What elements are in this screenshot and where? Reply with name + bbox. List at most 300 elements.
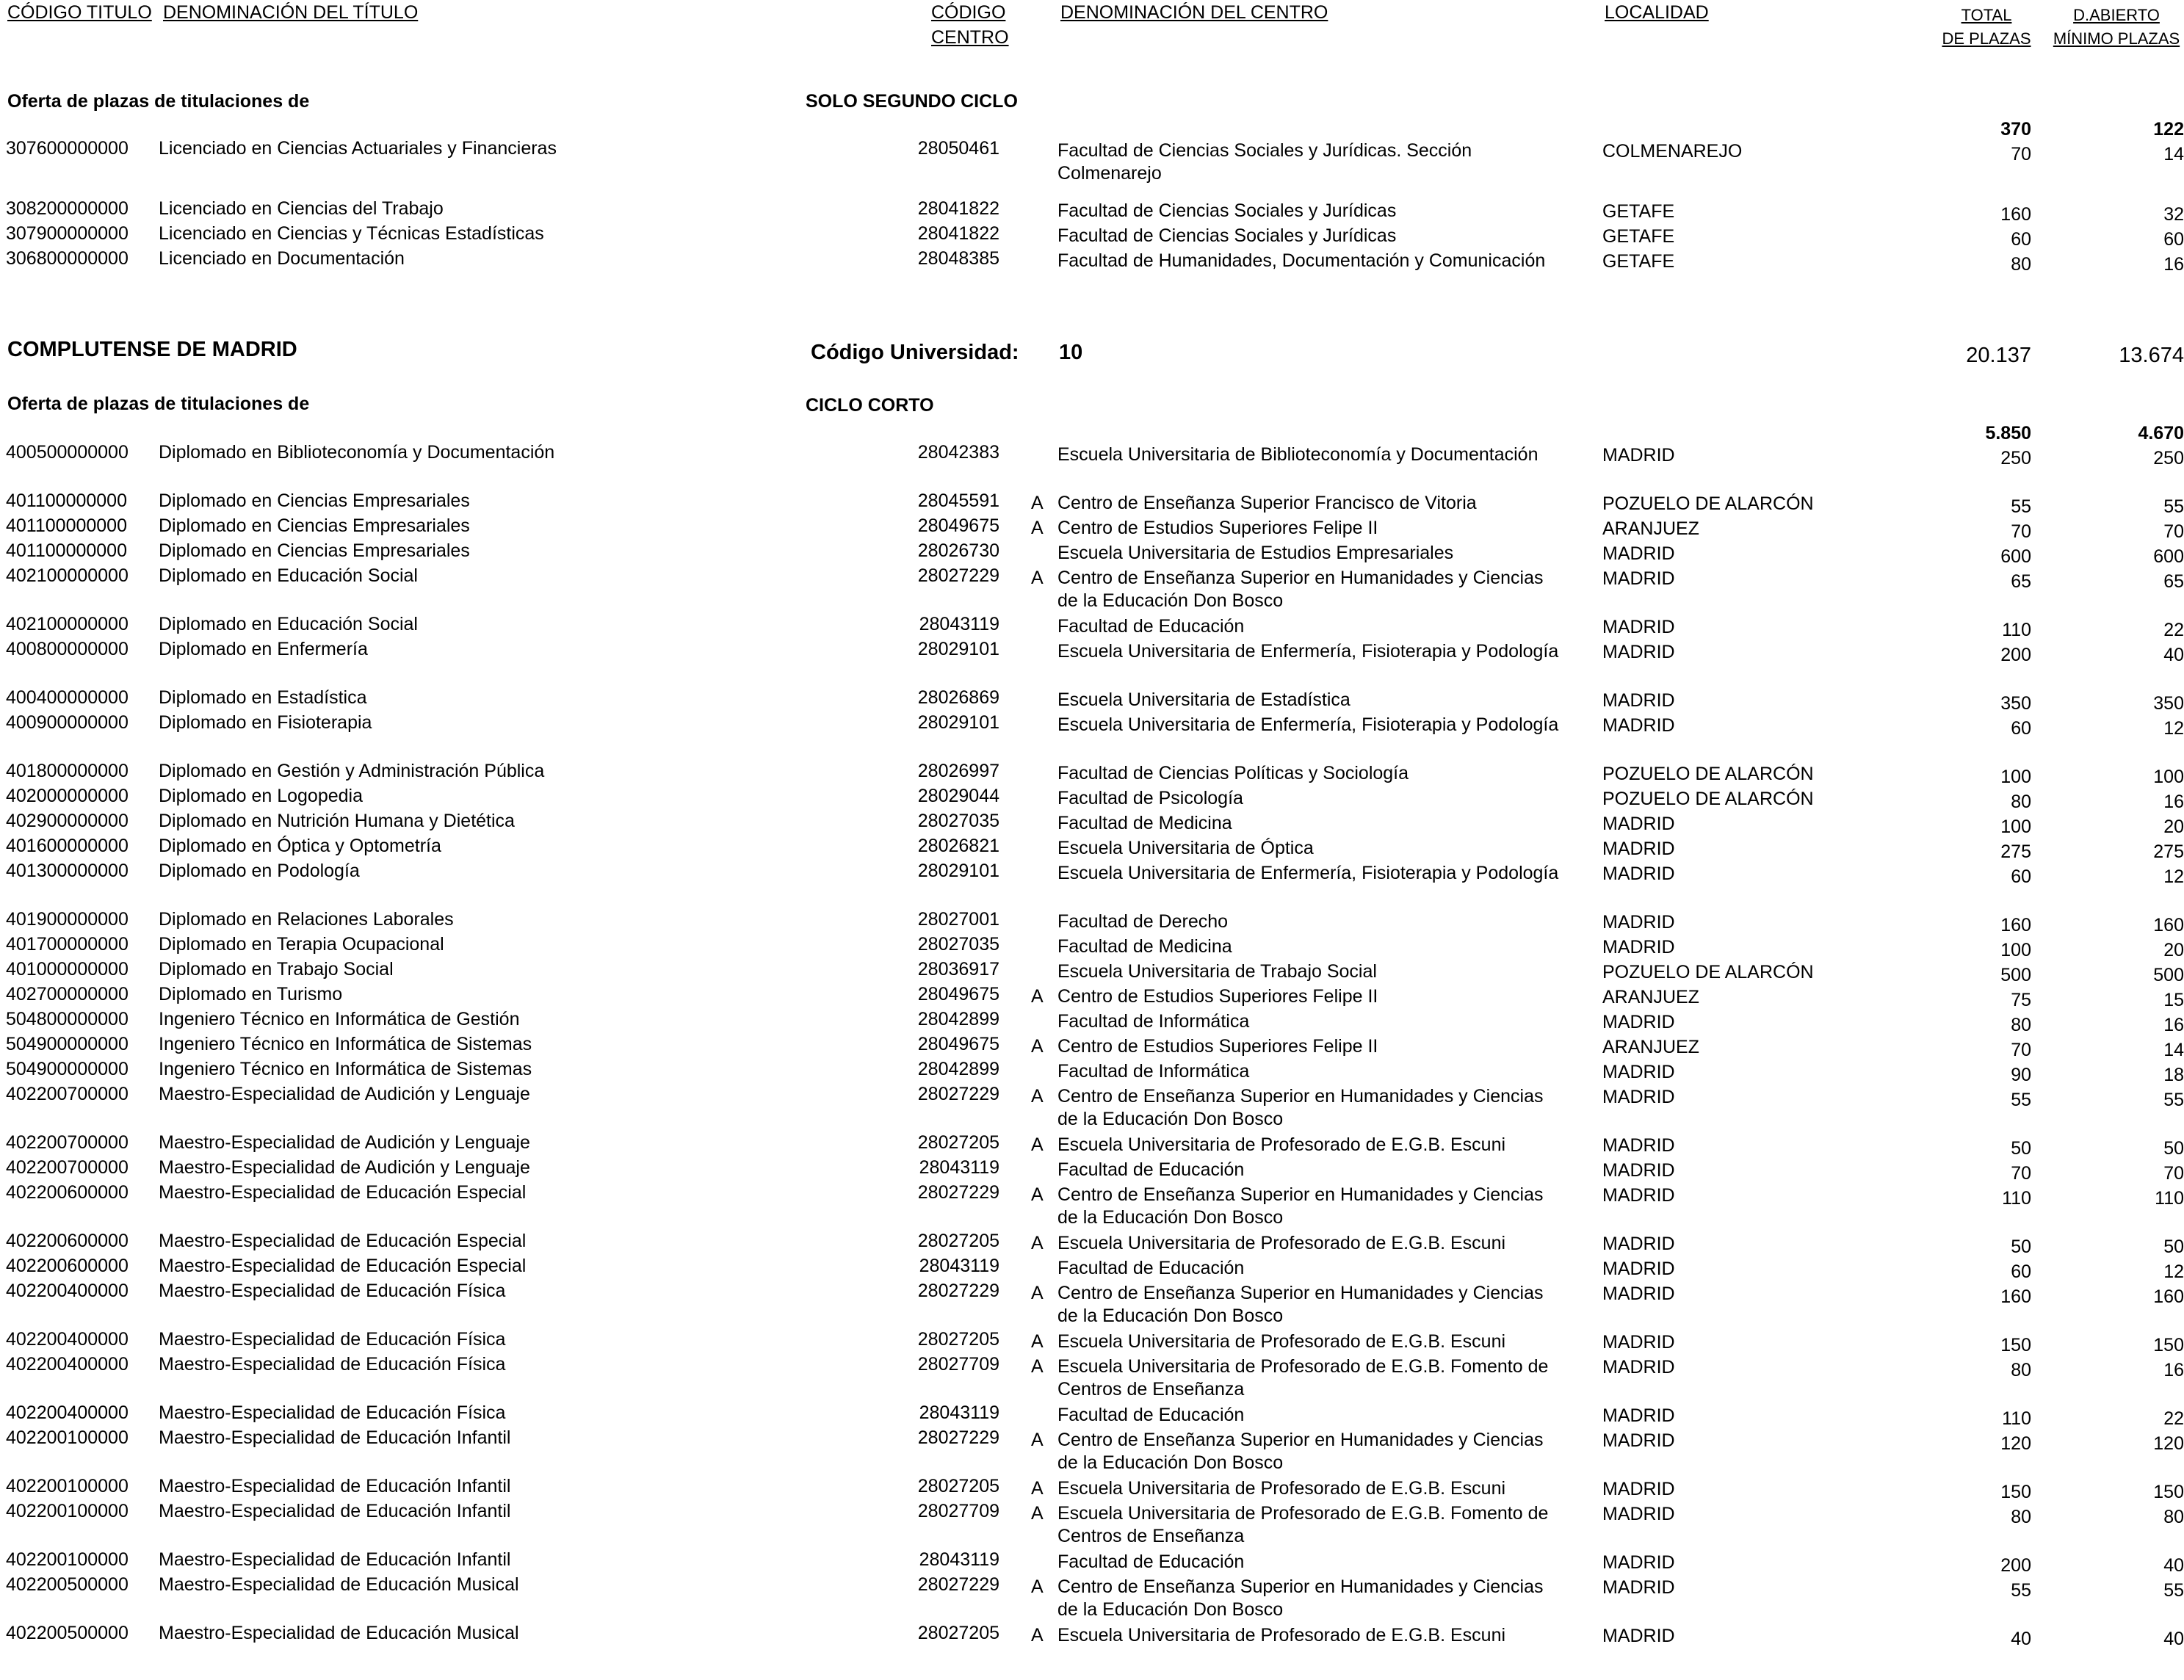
total-plazas: 100 (2000, 940, 2031, 960)
dabierto-minimo-plazas: 20 (2163, 940, 2184, 960)
total-plazas: 80 (2011, 1360, 2031, 1380)
denominacion-centro: Facultad de Medicina (1057, 936, 1232, 957)
codigo-titulo: 402200400000 (6, 1281, 129, 1301)
centro-flag: A (1031, 1134, 1044, 1155)
denominacion-titulo: Diplomado en Enfermería (159, 639, 368, 659)
codigo-centro: 28027229 (917, 1084, 999, 1104)
dabierto-minimo-plazas: 50 (2163, 1237, 2184, 1257)
codigo-titulo: 402200700000 (6, 1132, 129, 1153)
header-dabierto-2: MÍNIMO PLAZAS (2053, 29, 2180, 48)
codigo-titulo: 306800000000 (6, 248, 129, 269)
total-plazas: 160 (2000, 1286, 2031, 1307)
dabierto-minimo-plazas: 40 (2163, 1555, 2184, 1576)
codigo-titulo: 400800000000 (6, 639, 129, 659)
centro-flag: A (1031, 1331, 1044, 1352)
total-plazas: 65 (2011, 571, 2031, 592)
codigo-titulo: 400500000000 (6, 442, 129, 463)
localidad: POZUELO DE ALARCÓN (1602, 493, 1814, 514)
total-plazas: 200 (2000, 645, 2031, 665)
denominacion-centro: Facultad de Derecho (1057, 911, 1229, 932)
localidad: MADRID (1602, 1062, 1675, 1082)
denominacion-centro: Escuela Universitaria de Profesorado de E.G.B. Escuni (1057, 1331, 1506, 1352)
denominacion-centro: Escuela Universitaria de Enfermería, Fisioterapia y Podología (1057, 863, 1559, 883)
total-plazas: 120 (2000, 1433, 2031, 1454)
dabierto-minimo-plazas: 20 (2163, 817, 2184, 837)
dabierto-minimo-plazas: 16 (2163, 254, 2184, 275)
codigo-centro: 28042899 (917, 1009, 999, 1029)
total-plazas: 80 (2011, 1015, 2031, 1035)
denominacion-titulo: Diplomado en Terapia Ocupacional (159, 934, 444, 955)
total-plazas: 70 (2011, 144, 2031, 164)
denominacion-centro: Facultad de Ciencias Políticas y Sociología (1057, 763, 1409, 783)
denominacion-titulo: Ingeniero Técnico en Informática de Sistemas (159, 1034, 532, 1054)
dabierto-minimo-plazas: 12 (2163, 866, 2184, 887)
dabierto-minimo-plazas: 16 (2163, 1015, 2184, 1035)
codigo-titulo: 402000000000 (6, 786, 129, 806)
total-plazas: 150 (2000, 1335, 2031, 1355)
denominacion-centro: Escuela Universitaria de Profesorado de E.G.B. Fomento de (1057, 1356, 1549, 1377)
denominacion-centro: Escuela Universitaria de Biblioteconomía y Documentación (1057, 444, 1538, 465)
centro-flag: A (1031, 1184, 1044, 1205)
total-plazas: 70 (2011, 521, 2031, 542)
total-plazas: 275 (2000, 841, 2031, 862)
total-plazas: 80 (2011, 792, 2031, 812)
total-plazas: 60 (2011, 718, 2031, 739)
total-plazas: 600 (2000, 546, 2031, 567)
codigo-titulo: 402200600000 (6, 1256, 129, 1276)
codigo-titulo: 402700000000 (6, 984, 129, 1004)
codigo-titulo: 402200600000 (6, 1182, 129, 1203)
university-total: 20.137 (1966, 344, 2031, 367)
denominacion-titulo: Maestro-Especialidad de Educación Física (159, 1281, 506, 1301)
total-plazas: 200 (2000, 1555, 2031, 1576)
denominacion-centro: Escuela Universitaria de Óptica (1057, 838, 1314, 858)
localidad: MADRID (1602, 543, 1675, 564)
codigo-titulo: 308200000000 (6, 198, 129, 219)
codigo-titulo: 402200400000 (6, 1354, 129, 1375)
dabierto-minimo-plazas: 32 (2163, 204, 2184, 225)
denominacion-centro: Escuela Universitaria de Estadística (1057, 689, 1350, 710)
denominacion-centro: Facultad de Ciencias Sociales y Jurídicas (1057, 200, 1397, 221)
total-plazas: 60 (2011, 229, 2031, 250)
header-codigo-centro-1: CÓDIGO (931, 2, 1006, 23)
denominacion-centro: Centro de Enseñanza Superior en Humanidades y Ciencias (1057, 568, 1544, 588)
dabierto-minimo-plazas: 120 (2153, 1433, 2184, 1454)
denominacion-centro: Centro de Estudios Superiores Felipe II (1057, 986, 1378, 1007)
denominacion-titulo: Maestro-Especialidad de Educación Infantil (159, 1476, 511, 1496)
codigo-centro: 28027035 (917, 811, 999, 831)
localidad: MADRID (1602, 1185, 1675, 1206)
total-plazas: 40 (2011, 1629, 2031, 1649)
localidad: MADRID (1602, 1577, 1675, 1598)
denominacion-titulo: Diplomado en Óptica y Optometría (159, 836, 441, 856)
dabierto-minimo-plazas: 40 (2163, 645, 2184, 665)
denominacion-centro: Facultad de Medicina (1057, 813, 1232, 833)
dabierto-minimo-plazas: 60 (2163, 229, 2184, 250)
codigo-centro: 28027001 (917, 909, 999, 930)
denominacion-centro: Facultad de Educación (1057, 616, 1245, 637)
centro-flag: A (1031, 1086, 1044, 1107)
total-plazas: 80 (2011, 1507, 2031, 1527)
denominacion-titulo: Diplomado en Logopedia (159, 786, 363, 806)
denominacion-centro: Centro de Enseñanza Superior en Humanidades y Ciencias (1057, 1184, 1544, 1205)
localidad: MADRID (1602, 863, 1675, 884)
codigo-centro: 28042383 (917, 442, 999, 463)
localidad: MADRID (1602, 1087, 1675, 1107)
denominacion-titulo: Licenciado en Documentación (159, 248, 405, 269)
header-total-2: DE PLAZAS (1942, 29, 2031, 48)
total-plazas: 60 (2011, 1261, 2031, 1282)
section2-oferta-label: Oferta de plazas de titulaciones de (7, 394, 310, 414)
codigo-centro: 28027205 (917, 1329, 999, 1350)
denominacion-centro: Facultad de Informática (1057, 1011, 1250, 1032)
total-plazas: 150 (2000, 1482, 2031, 1502)
denominacion-centro: Escuela Universitaria de Profesorado de E.G.B. Fomento de (1057, 1503, 1549, 1524)
localidad: MADRID (1602, 1259, 1675, 1279)
dabierto-minimo-plazas: 150 (2153, 1335, 2184, 1355)
centro-flag: A (1031, 1576, 1044, 1597)
codigo-centro: 28027205 (917, 1132, 999, 1153)
denominacion-centro: Centro de Enseñanza Superior en Humanidades y Ciencias (1057, 1576, 1544, 1597)
localidad: ARANJUEZ (1602, 1037, 1699, 1057)
localidad: COLMENAREJO (1602, 141, 1743, 162)
codigo-centro: 28043119 (919, 1256, 999, 1276)
codigo-centro: 28036917 (917, 959, 999, 980)
codigo-titulo: 400400000000 (6, 687, 129, 708)
dabierto-minimo-plazas: 70 (2163, 1163, 2184, 1184)
denominacion-centro: Facultad de Educación (1057, 1405, 1245, 1425)
codigo-centro: 28027035 (917, 934, 999, 955)
dabierto-minimo-plazas: 100 (2153, 767, 2184, 787)
centro-flag: A (1031, 1503, 1044, 1524)
codigo-titulo: 402200600000 (6, 1231, 129, 1251)
codigo-titulo: 504900000000 (6, 1059, 129, 1079)
total-plazas: 50 (2011, 1237, 2031, 1257)
denominacion-titulo: Maestro-Especialidad de Audición y Lenguaje (159, 1132, 530, 1153)
dabierto-minimo-plazas: 70 (2163, 521, 2184, 542)
localidad: MADRID (1602, 1332, 1675, 1353)
denominacion-titulo: Maestro-Especialidad de Audición y Lenguaje (159, 1157, 530, 1178)
codigo-centro: 28029101 (917, 712, 999, 733)
codigo-titulo: 402200700000 (6, 1157, 129, 1178)
denominacion-titulo: Maestro-Especialidad de Audición y Lenguaje (159, 1084, 530, 1104)
denominacion-titulo: Ingeniero Técnico en Informática de Gestión (159, 1009, 520, 1029)
codigo-titulo: 402200400000 (6, 1402, 129, 1423)
codigo-centro: 28049675 (917, 1034, 999, 1054)
denominacion-titulo: Diplomado en Biblioteconomía y Documentación (159, 442, 555, 463)
denominacion-titulo: Diplomado en Ciencias Empresariales (159, 490, 470, 511)
total-plazas: 70 (2011, 1163, 2031, 1184)
total-plazas: 50 (2011, 1138, 2031, 1159)
localidad: MADRID (1602, 1504, 1675, 1524)
university-code-label: Código Universidad: (811, 341, 1019, 364)
localidad: MADRID (1602, 568, 1675, 589)
codigo-titulo: 402200100000 (6, 1476, 129, 1496)
denominacion-titulo: Diplomado en Nutrición Humana y Dietética (159, 811, 515, 831)
codigo-titulo: 504900000000 (6, 1034, 129, 1054)
localidad: MADRID (1602, 1405, 1675, 1426)
codigo-titulo: 402200500000 (6, 1574, 129, 1595)
denominacion-titulo: Diplomado en Trabajo Social (159, 959, 394, 980)
codigo-centro: 28027229 (917, 1427, 999, 1448)
total-plazas: 70 (2011, 1040, 2031, 1060)
denominacion-titulo: Maestro-Especialidad de Educación Física (159, 1354, 506, 1375)
dabierto-minimo-plazas: 12 (2163, 718, 2184, 739)
codigo-centro: 28048385 (917, 248, 999, 269)
denominacion-centro: Escuela Universitaria de Profesorado de E.G.B. Escuni (1057, 1233, 1506, 1253)
dabierto-minimo-plazas: 55 (2163, 1090, 2184, 1110)
university-code: 10 (1059, 341, 1083, 364)
localidad: POZUELO DE ALARCÓN (1602, 962, 1814, 982)
dabierto-minimo-plazas: 350 (2153, 693, 2184, 714)
codigo-centro: 28026730 (917, 540, 999, 561)
codigo-centro: 28043119 (919, 1402, 999, 1423)
dabierto-minimo-plazas: 110 (2155, 1188, 2184, 1209)
codigo-centro: 28027229 (917, 565, 999, 586)
section1-oferta-label: Oferta de plazas de titulaciones de (7, 91, 310, 112)
total-plazas: 100 (2000, 817, 2031, 837)
codigo-titulo: 402200400000 (6, 1329, 129, 1350)
total-plazas: 55 (2011, 496, 2031, 517)
codigo-centro: 28029101 (917, 639, 999, 659)
denominacion-titulo: Diplomado en Ciencias Empresariales (159, 515, 470, 536)
localidad: ARANJUEZ (1602, 987, 1699, 1007)
header-denominacion-titulo: DENOMINACIÓN DEL TÍTULO (163, 2, 419, 23)
centro-flag: A (1031, 1233, 1044, 1253)
codigo-centro: 28045591 (917, 490, 999, 511)
centro-flag: A (1031, 1430, 1044, 1450)
denominacion-centro: de la Educación Don Bosco (1057, 1452, 1284, 1473)
denominacion-titulo: Diplomado en Relaciones Laborales (159, 909, 454, 930)
denominacion-centro: Facultad de Ciencias Sociales y Jurídicas. Sección (1057, 140, 1472, 161)
dabierto-minimo-plazas: 15 (2163, 990, 2184, 1010)
localidad: MADRID (1602, 1626, 1675, 1646)
denominacion-titulo: Licenciado en Ciencias del Trabajo (159, 198, 444, 219)
total-plazas: 80 (2011, 254, 2031, 275)
section1-ciclo: SOLO SEGUNDO CICLO (806, 91, 1018, 112)
dabierto-minimo-plazas: 65 (2163, 571, 2184, 592)
section1-subtotal-total: 370 (2000, 119, 2031, 140)
denominacion-centro: Centro de Enseñanza Superior Francisco de Vitoria (1057, 493, 1477, 513)
denominacion-centro: Centro de Enseñanza Superior en Humanidades y Ciencias (1057, 1430, 1544, 1450)
dabierto-minimo-plazas: 600 (2153, 546, 2184, 567)
localidad: MADRID (1602, 1479, 1675, 1499)
denominacion-centro: Facultad de Educación (1057, 1258, 1245, 1278)
dabierto-minimo-plazas: 275 (2153, 841, 2184, 862)
codigo-titulo: 400900000000 (6, 712, 129, 733)
centro-flag: A (1031, 1356, 1044, 1377)
centro-flag: A (1031, 1625, 1044, 1645)
codigo-centro: 28041822 (917, 223, 999, 244)
centro-flag: A (1031, 1283, 1044, 1303)
denominacion-titulo: Maestro-Especialidad de Educación Infantil (159, 1501, 511, 1521)
centro-flag: A (1031, 493, 1044, 513)
denominacion-titulo: Maestro-Especialidad de Educación Musical (159, 1623, 519, 1643)
localidad: MADRID (1602, 912, 1675, 933)
total-plazas: 110 (2002, 620, 2031, 640)
localidad: MADRID (1602, 1357, 1675, 1377)
codigo-centro: 28029044 (917, 786, 999, 806)
codigo-centro: 28026997 (917, 761, 999, 781)
section2-ciclo: CICLO CORTO (806, 395, 934, 416)
codigo-titulo: 401800000000 (6, 761, 129, 781)
denominacion-centro: de la Educación Don Bosco (1057, 1109, 1284, 1129)
total-plazas: 100 (2000, 767, 2031, 787)
centro-flag: A (1031, 518, 1044, 538)
codigo-titulo: 401700000000 (6, 934, 129, 955)
centro-flag: A (1031, 1036, 1044, 1057)
total-plazas: 55 (2011, 1090, 2031, 1110)
localidad: MADRID (1602, 839, 1675, 859)
codigo-titulo: 401300000000 (6, 861, 129, 881)
codigo-centro: 28026869 (917, 687, 999, 708)
codigo-centro: 28027229 (917, 1574, 999, 1595)
localidad: MADRID (1602, 1430, 1675, 1451)
denominacion-titulo: Diplomado en Educación Social (159, 614, 418, 634)
localidad: MADRID (1602, 1283, 1675, 1304)
denominacion-centro: Facultad de Educación (1057, 1552, 1245, 1572)
denominacion-centro: Centro de Enseñanza Superior en Humanidades y Ciencias (1057, 1283, 1544, 1303)
localidad: MADRID (1602, 1552, 1675, 1573)
total-plazas: 110 (2002, 1408, 2031, 1429)
localidad: MADRID (1602, 445, 1675, 466)
denominacion-centro: Facultad de Educación (1057, 1159, 1245, 1180)
section1-subtotal-dabierto: 122 (2153, 119, 2184, 140)
codigo-centro: 28027205 (917, 1623, 999, 1643)
dabierto-minimo-plazas: 16 (2163, 792, 2184, 812)
codigo-centro: 28027709 (917, 1354, 999, 1375)
dabierto-minimo-plazas: 50 (2163, 1138, 2184, 1159)
denominacion-centro: Escuela Universitaria de Enfermería, Fisioterapia y Podología (1057, 714, 1559, 735)
codigo-centro: 28027229 (917, 1182, 999, 1203)
denominacion-centro: Centros de Enseñanza (1057, 1379, 1245, 1400)
codigo-titulo: 401900000000 (6, 909, 129, 930)
total-plazas: 350 (2000, 693, 2031, 714)
codigo-titulo: 402200100000 (6, 1549, 129, 1570)
codigo-centro: 28027709 (917, 1501, 999, 1521)
dabierto-minimo-plazas: 250 (2153, 448, 2184, 468)
denominacion-centro: Colmenarejo (1057, 163, 1162, 184)
dabierto-minimo-plazas: 55 (2163, 1580, 2184, 1601)
localidad: MADRID (1602, 1135, 1675, 1156)
denominacion-titulo: Diplomado en Fisioterapia (159, 712, 372, 733)
denominacion-centro: Facultad de Informática (1057, 1061, 1250, 1082)
codigo-centro: 28029101 (917, 861, 999, 881)
denominacion-centro: Centro de Estudios Superiores Felipe II (1057, 1036, 1378, 1057)
codigo-centro: 28027205 (917, 1231, 999, 1251)
denominacion-centro: de la Educación Don Bosco (1057, 590, 1284, 611)
codigo-titulo: 401600000000 (6, 836, 129, 856)
localidad: POZUELO DE ALARCÓN (1602, 789, 1814, 809)
dabierto-minimo-plazas: 22 (2163, 620, 2184, 640)
denominacion-titulo: Diplomado en Gestión y Administración Pública (159, 761, 545, 781)
denominacion-centro: Escuela Universitaria de Estudios Empresariales (1057, 543, 1454, 563)
total-plazas: 90 (2011, 1065, 2031, 1085)
total-plazas: 250 (2000, 448, 2031, 468)
localidad: MADRID (1602, 1012, 1675, 1032)
codigo-titulo: 402100000000 (6, 565, 129, 586)
denominacion-titulo: Maestro-Especialidad de Educación Física (159, 1402, 506, 1423)
total-plazas: 500 (2000, 965, 2031, 985)
total-plazas: 75 (2011, 990, 2031, 1010)
denominacion-titulo: Maestro-Especialidad de Educación Física (159, 1329, 506, 1350)
dabierto-minimo-plazas: 18 (2163, 1065, 2184, 1085)
localidad: POZUELO DE ALARCÓN (1602, 764, 1814, 784)
denominacion-centro: de la Educación Don Bosco (1057, 1306, 1284, 1326)
header-total-1: TOTAL (1961, 6, 2012, 24)
dabierto-minimo-plazas: 160 (2153, 1286, 2184, 1307)
codigo-titulo: 307900000000 (6, 223, 129, 244)
codigo-centro: 28043119 (919, 1549, 999, 1570)
codigo-titulo: 401000000000 (6, 959, 129, 980)
codigo-titulo: 402900000000 (6, 811, 129, 831)
codigo-titulo: 402200100000 (6, 1427, 129, 1448)
localidad: ARANJUEZ (1602, 518, 1699, 539)
denominacion-titulo: Maestro-Especialidad de Educación Especial (159, 1256, 527, 1276)
denominacion-titulo: Diplomado en Ciencias Empresariales (159, 540, 470, 561)
section2-subtotal-dabierto: 4.670 (2138, 423, 2184, 443)
total-plazas: 60 (2011, 866, 2031, 887)
codigo-centro: 28027205 (917, 1476, 999, 1496)
dabierto-minimo-plazas: 55 (2163, 496, 2184, 517)
denominacion-centro: Facultad de Psicología (1057, 788, 1243, 808)
denominacion-centro: Escuela Universitaria de Enfermería, Fisioterapia y Podología (1057, 641, 1559, 662)
dabierto-minimo-plazas: 150 (2153, 1482, 2184, 1502)
denominacion-titulo: Diplomado en Podología (159, 861, 360, 881)
localidad: MADRID (1602, 1160, 1675, 1181)
dabierto-minimo-plazas: 16 (2163, 1360, 2184, 1380)
dabierto-minimo-plazas: 14 (2163, 144, 2184, 164)
localidad: MADRID (1602, 715, 1675, 736)
codigo-centro: 28026821 (917, 836, 999, 856)
centro-flag: A (1031, 568, 1044, 588)
university-name: COMPLUTENSE DE MADRID (7, 338, 297, 361)
codigo-centro: 28043119 (919, 614, 999, 634)
header-codigo-centro-2: CENTRO (931, 27, 1009, 48)
denominacion-titulo: Diplomado en Turismo (159, 984, 343, 1004)
denominacion-titulo: Diplomado en Educación Social (159, 565, 418, 586)
denominacion-titulo: Maestro-Especialidad de Educación Infantil (159, 1427, 511, 1448)
codigo-titulo: 402100000000 (6, 614, 129, 634)
centro-flag: A (1031, 986, 1044, 1007)
total-plazas: 55 (2011, 1580, 2031, 1601)
denominacion-titulo: Maestro-Especialidad de Educación Especial (159, 1231, 527, 1251)
localidad: MADRID (1602, 690, 1675, 711)
codigo-titulo: 504800000000 (6, 1009, 129, 1029)
localidad: MADRID (1602, 617, 1675, 637)
codigo-centro: 28027229 (917, 1281, 999, 1301)
codigo-centro: 28041822 (917, 198, 999, 219)
section2-subtotal-total: 5.850 (1985, 423, 2031, 443)
codigo-titulo: 401100000000 (6, 540, 127, 561)
header-denominacion-centro: DENOMINACIÓN DEL CENTRO (1060, 2, 1328, 23)
denominacion-centro: Escuela Universitaria de Profesorado de E.G.B. Escuni (1057, 1478, 1506, 1499)
localidad: MADRID (1602, 937, 1675, 957)
denominacion-centro: Facultad de Ciencias Sociales y Jurídicas (1057, 225, 1397, 246)
dabierto-minimo-plazas: 14 (2163, 1040, 2184, 1060)
denominacion-titulo: Licenciado en Ciencias Actuariales y Financieras (159, 138, 557, 159)
denominacion-titulo: Ingeniero Técnico en Informática de Sistemas (159, 1059, 532, 1079)
codigo-titulo: 402200100000 (6, 1501, 129, 1521)
denominacion-centro: Escuela Universitaria de Trabajo Social (1057, 961, 1377, 982)
localidad: GETAFE (1602, 226, 1675, 247)
header-localidad: LOCALIDAD (1605, 2, 1709, 23)
localidad: GETAFE (1602, 201, 1675, 222)
codigo-titulo: 401100000000 (6, 515, 127, 536)
university-dabierto: 13.674 (2119, 344, 2184, 367)
localidad: MADRID (1602, 1234, 1675, 1254)
denominacion-titulo: Maestro-Especialidad de Educación Musical (159, 1574, 519, 1595)
